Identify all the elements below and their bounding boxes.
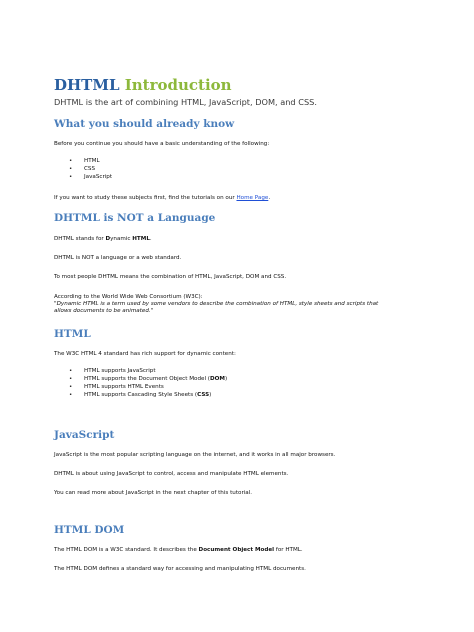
- home-page-link[interactable]: Home Page: [236, 195, 269, 201]
- title-accent: Introduction: [124, 76, 232, 94]
- list-item: • HTML supports the Document Object Model (DOM): [69, 376, 228, 382]
- list-item: • HTML supports HTML Events: [69, 384, 164, 390]
- js-paragraph-3: You can read more about JavaScript in the next chapter of this tutorial.: [54, 490, 253, 496]
- combination-paragraph: To most people DHTML means the combination of HTML, JavaScript, DOM and CSS.: [54, 274, 287, 280]
- html-support-list: [67, 367, 227, 399]
- w3c-quote: "Dynamic HTML is a term used by some vendors to describe the combination of HTML, style sheets and scripts that allows documents to be animated.": [54, 301, 379, 314]
- w3c-paragraph: According to the World Wide Web Consortium (W3C):: [54, 294, 203, 300]
- intro-text: DHTML is the art of combining HTML, JavaScript, DOM, and CSS.: [54, 97, 317, 107]
- know-list: [67, 157, 112, 181]
- js-paragraph-1: JavaScript is the most popular scripting language on the internet, and it works in all major browsers.: [54, 452, 336, 458]
- heading-javascript: JavaScript: [54, 429, 115, 441]
- heading-already-know: What you should already know: [54, 118, 235, 130]
- bullet-icon: •: [69, 368, 73, 374]
- heading-html-dom: HTML DOM: [54, 524, 125, 536]
- tutorial-paragraph: If you want to study these subjects first, find the tutorials on our Home Page.: [54, 195, 271, 201]
- list-item: • HTML: [69, 158, 100, 164]
- bullet-icon: •: [69, 376, 73, 382]
- heading-html: HTML: [54, 328, 91, 340]
- stands-for-paragraph: DHTML stands for Dynamic HTML.: [54, 236, 152, 242]
- know-lead: Before you continue you should have a basic understanding of the following:: [54, 141, 270, 147]
- list-item: • CSS: [69, 166, 96, 172]
- html-lead: The W3C HTML 4 standard has rich support for dynamic content:: [54, 351, 236, 357]
- bullet-icon: •: [69, 158, 73, 164]
- page-title: [54, 76, 232, 94]
- title-main: DHTML: [54, 76, 120, 94]
- list-item: • HTML supports JavaScript: [69, 368, 156, 374]
- dom-paragraph-2: The HTML DOM defines a standard way for accessing and manipulating HTML documents.: [54, 566, 306, 572]
- bullet-icon: •: [69, 384, 73, 390]
- not-language-paragraph: DHTML is NOT a language or a web standard.: [54, 255, 182, 261]
- dom-paragraph-1: The HTML DOM is a W3C standard. It describes the Document Object Model for HTML.: [54, 547, 303, 553]
- list-item: • JavaScript: [69, 174, 113, 180]
- bullet-icon: •: [69, 166, 73, 172]
- heading-not-language: DHTML is NOT a Language: [54, 212, 216, 224]
- bullet-icon: •: [69, 392, 73, 398]
- js-paragraph-2: DHTML is about using JavaScript to control, access and manipulate HTML elements.: [54, 471, 289, 477]
- list-item: • HTML supports Cascading Style Sheets (CSS): [69, 392, 212, 398]
- bullet-icon: •: [69, 174, 73, 180]
